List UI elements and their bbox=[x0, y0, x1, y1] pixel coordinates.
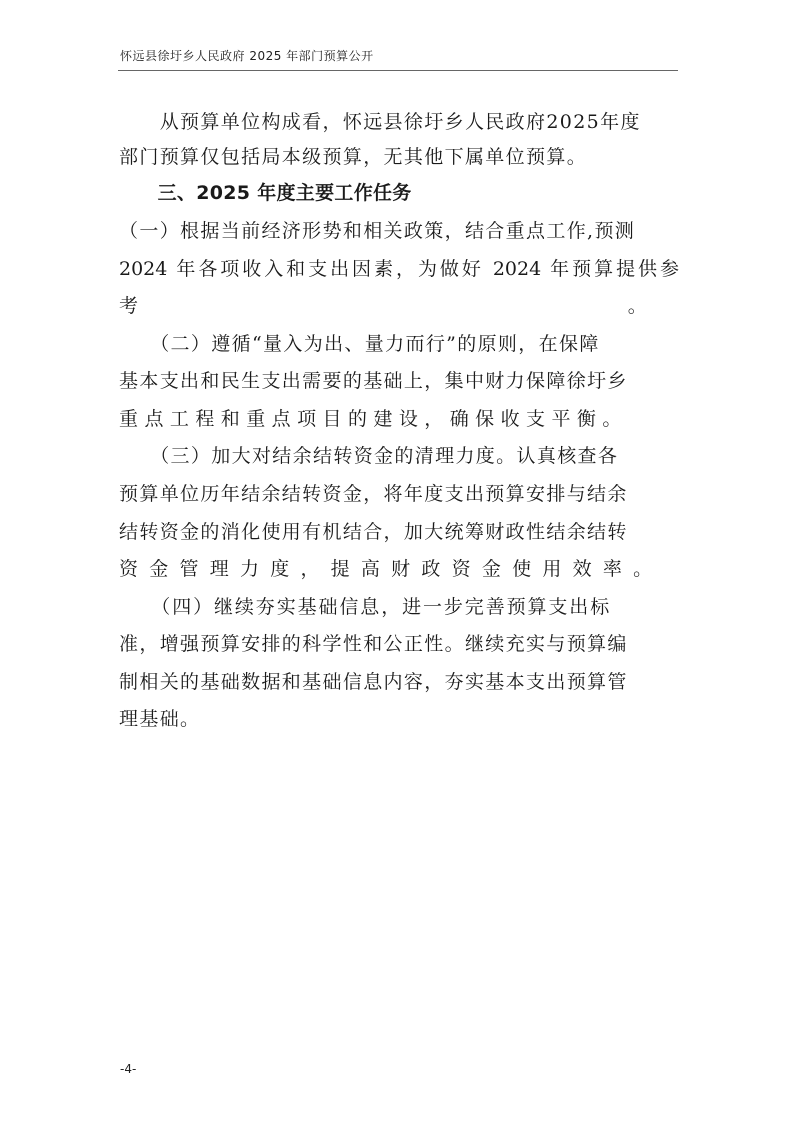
paragraph-item-3-line-2: 预算单位历年结余结转资金，将年度支出预算安排与结余 bbox=[119, 483, 628, 505]
paragraph-item-4-line-4: 理基础。 bbox=[119, 708, 201, 730]
page-header: 怀远县徐圩乡人民政府 2025 年部门预算公开 bbox=[120, 49, 374, 63]
page-number: -4- bbox=[120, 1062, 137, 1076]
paragraph-item-4-line-3: 制相关的基础数据和基础信息内容，夯实基本支出预算管 bbox=[119, 671, 628, 693]
section-heading: 三、2025 年度主要工作任务 bbox=[119, 182, 412, 204]
paragraph-item-3-line-3: 结转资金的消化使用有机结合，加大统筹财政性结余结转 bbox=[119, 521, 628, 543]
paragraph-item-2-line-1: （二）遵循“量入为出、量力而行”的原则，在保障 bbox=[119, 333, 600, 355]
paragraph-item-1-line-3: 考 。 bbox=[119, 295, 649, 317]
paragraph-item-3-line-1: （三）加大对结余结转资金的清理力度。认真核查各 bbox=[119, 445, 619, 467]
paragraph-item-4-line-1: （四）继续夯实基础信息，进一步完善预算支出标 bbox=[119, 596, 612, 618]
paragraph-item-2-line-3: 重 点 工 程 和 重 点 项 目 的 建 设 ， 确 保 收 支 平 衡 。 bbox=[119, 408, 622, 430]
paragraph-item-1-line-2: 2024 年各项收入和支出因素，为做好 2024 年预算提供参 bbox=[119, 258, 679, 280]
paragraph-item-1-line-1: （一）根据当前经济形势和相关政策，结合重点工作,预测 bbox=[119, 220, 636, 242]
paragraph-budget-units-line-2: 部门预算仅包括局本级预算，无其他下属单位预算。 bbox=[119, 146, 588, 168]
paragraph-budget-units-line-1: 从预算单位构成看，怀远县徐圩乡人民政府2025年度 bbox=[119, 111, 641, 133]
paragraph-item-4-line-2: 准，增强预算安排的科学性和公正性。继续充实与预算编 bbox=[119, 633, 628, 655]
paragraph-item-3-line-4: 资 金 管 理 力 度 ， 提 高 财 政 资 金 使 用 效 率 。 bbox=[119, 558, 655, 580]
paragraph-item-2-line-2: 基本支出和民生支出需要的基础上，集中财力保障徐圩乡 bbox=[119, 370, 628, 392]
header-divider bbox=[118, 70, 678, 71]
